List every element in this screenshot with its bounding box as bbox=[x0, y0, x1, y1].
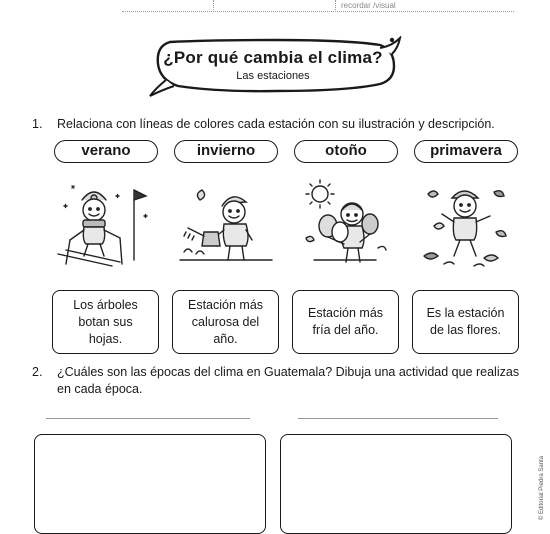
question-2 bbox=[32, 364, 532, 398]
description-line: año. bbox=[213, 331, 238, 346]
description-line: Estación más bbox=[187, 297, 264, 312]
question-text: en cada época. bbox=[57, 382, 143, 396]
question-text: Relaciona con líneas de colores cada estación con su ilustración y descripción. bbox=[57, 117, 495, 131]
description-line: Estación más bbox=[307, 306, 384, 320]
title-bubble bbox=[148, 36, 404, 98]
description-box bbox=[412, 290, 519, 354]
description-box bbox=[52, 290, 159, 354]
description-line: de las flores. bbox=[430, 323, 501, 337]
top-hint: recordar /visual bbox=[341, 1, 396, 10]
description-line: hojas. bbox=[88, 331, 123, 346]
top-margin bbox=[0, 0, 550, 14]
answer-line-right[interactable] bbox=[298, 418, 498, 419]
season-label-otono: otoño bbox=[294, 140, 398, 163]
question-number: 2. bbox=[32, 365, 43, 379]
top-separator bbox=[335, 0, 336, 12]
page-subtitle: Las estaciones bbox=[236, 70, 310, 82]
publisher-credit: © Editorial Piedra Santa bbox=[539, 456, 545, 521]
drawing-box-right[interactable] bbox=[280, 434, 512, 534]
description-line: Es la estación bbox=[426, 306, 505, 320]
page-title: ¿Por qué cambia el clima? bbox=[163, 48, 383, 67]
illustration-skiing bbox=[52, 176, 156, 272]
child-with-balloons-icon bbox=[292, 176, 396, 272]
season-label-invierno: invierno bbox=[174, 140, 278, 163]
drawing-box-left[interactable] bbox=[34, 434, 266, 534]
description-line: fría del año. bbox=[312, 323, 379, 337]
question-number: 1. bbox=[32, 117, 43, 131]
child-with-leaves-icon bbox=[414, 176, 518, 272]
question-text: ¿Cuáles son las épocas del clima en Guatemala? Dibuja una actividad que realizas bbox=[57, 365, 520, 379]
illustration-leaves bbox=[414, 176, 518, 272]
illustration-balloons bbox=[292, 176, 396, 272]
description-box bbox=[172, 290, 279, 354]
top-separator bbox=[213, 0, 214, 12]
season-label-primavera: primavera bbox=[414, 140, 518, 163]
description-line: Los árboles bbox=[73, 297, 138, 312]
top-dotted-line bbox=[122, 11, 514, 12]
season-label-verano: verano bbox=[54, 140, 158, 163]
description-line: botan sus bbox=[78, 314, 133, 329]
description-box bbox=[292, 290, 399, 354]
watering-child-icon bbox=[174, 176, 278, 272]
answer-line-left[interactable] bbox=[46, 418, 250, 419]
question-1 bbox=[32, 116, 532, 132]
illustration-watering bbox=[174, 176, 278, 272]
description-line: calurosa del bbox=[191, 314, 260, 329]
skiing-child-icon bbox=[52, 176, 156, 272]
